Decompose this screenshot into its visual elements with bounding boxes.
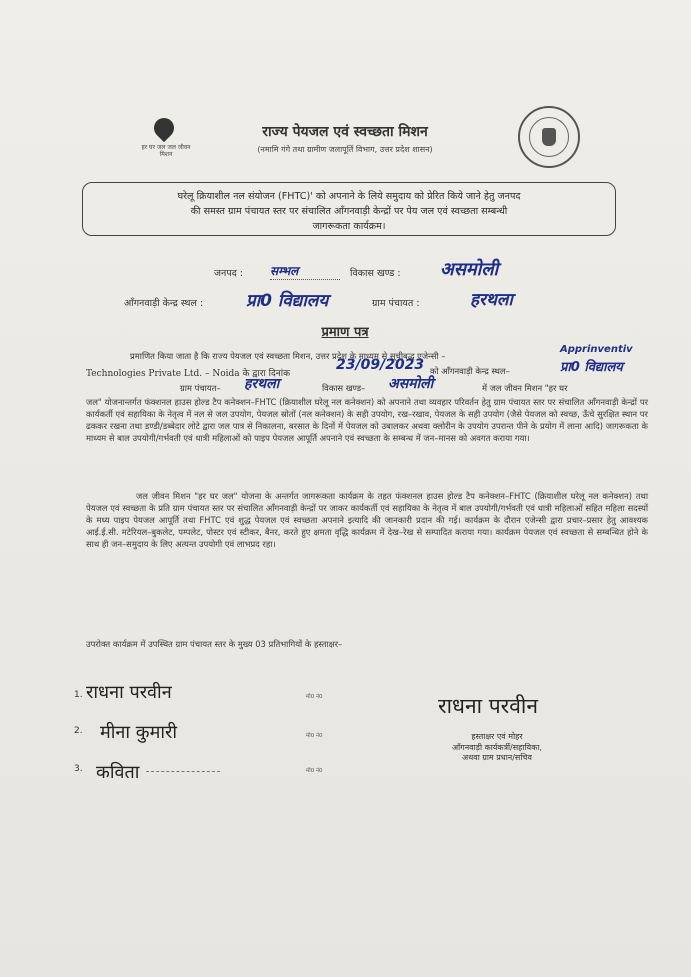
district-value: सम्भल [270, 262, 340, 280]
participant-2-signature: मीना कुमारी [100, 722, 178, 743]
participant-3-signature: कविता [96, 762, 140, 783]
gram-panchayat-value: हरथला [470, 290, 513, 310]
para1-line2-centre-label: को आँगनवाड़ी केन्द्र स्थल– [430, 366, 510, 376]
official-sign-line-2: आँगनवाड़ी कार्यकर्त्री/सहायिका, [452, 742, 542, 752]
official-sign-block [432, 732, 562, 764]
heading-line-2: की समस्त ग्राम पंचायत स्तर पर संचालित आँगनवाड़ी केन्द्रों पर पेय जल एवं स्वच्छता सम्बन्धी [190, 206, 508, 217]
gp-handwritten: हरथला [244, 376, 280, 392]
programme-date: 23/09/2023 [336, 357, 425, 373]
department-title: राज्य पेयजल एवं स्वच्छता मिशन [262, 124, 428, 140]
para1-line1: प्रमाणित किया जाता है कि राज्य पेयजल एवं स्वच्छता मिशन, उत्तर प्रदेश के माध्यम से सूचीबद्ध एजेन्सी – [130, 351, 446, 361]
official-signature: राधना परवीन [438, 694, 538, 718]
gram-panchayat-label: ग्राम पंचायत : [372, 298, 420, 309]
official-sign-line-3: अथवा ग्राम प्रधान/सचिव [462, 753, 532, 762]
department-subtitle: (नमामि गंगे तथा ग्रामीण जलापूर्ति विभाग, उत्तर प्रदेश शासन) [257, 145, 433, 154]
programme-heading-box [82, 182, 616, 236]
participant-1-signature: राधना परवीन [86, 682, 172, 703]
official-sign-line-1: हस्ताक्षर एवं मोहर [471, 732, 523, 741]
up-government-seal-icon [518, 106, 580, 168]
para2-body: जल जीवन मिशन "हर घर जल" योजना के अन्तर्गत जागरूकता कार्यक्रम के तहत फंक्शनल हाउस होल्ड टैप कनेक्शन–FHTC (क्रियाशील घरेलू नल कनेक्शन) तथा पेयजल एवं स्वच्छता के प्रति ग्राम पंचायत स्तर पर संचालित आँगनवाड़ी केन्द्रों पर जाकर कार्यकर्ती एवं सहायिका के नेतृत्व में बाल उपयोगी/गर्भवती एवं धात्री महिलाओं सहित महिला सदस्यों के मध्य पाइप पेयजल आपूर्ति तथा FHTC एवं शुद्ध पेयजल एवं स्वच्छता अपनाने इत्यादि की जानकारी प्रदान की गई। कार्यक्रम के दौरान एजेन्सी द्वारा प्रचार–प्रसार हेतु आवश्यक आई.ई.सी. मटेरियल–बुकलेट, पम्पलेट, पोस्टर एवं स्टीकर, बैनर, करते हुए क्षमता वृद्धि कार्यक्रम में देख–रेख से सम्पादित कराया गया। कार्यक्रम पेयजल एवं स्वच्छता से सम्बन्धित होने के साथ ही जन–समुदाय के लिए अत्यन्त उपयोगी एवं लाभप्रद रहा। [86, 491, 648, 549]
para1-body: जल" योजनान्तर्गत फंक्शनल हाउस होल्ड टैप कनेक्शन–FHTC (क्रियाशील घरेलू नल कनेक्शन) को अपनाने तथा व्यवहार परिवर्तन हेतु ग्राम पंचायत स्तर पर संचालित आँगनवाड़ी केन्द्रों पर कार्यकर्ती एवं सहायिका के नेतृत्व में नल से जल उपयोग, पेयजल स्रोतों (नल कनेक्शन) के सही उपयोग, रख–रखाव, पेयजल के सही उपयोग (जैसे पेयजल को स्वच्छ, ऊँचे सुरक्षित स्थान पर ढककर रखना तथा डण्डी/डब्बेदार लोटे द्वारा जल पात्र से निकालना, बरसात के दिनों में पेयजल को उबालकर अथवा क्लोरीन के उपयोग उपरान्त पीने के प्रयोग में लाना आदि) जागरूकता के माध्यम से बाल उपयोगी/गर्भवती एवं धात्री महिलाओं को पाइप पेयजल आपूर्ति अपनाने एवं स्वच्छता के सम्बन्ध में जन–मानस को अवगत कराया गया। [86, 397, 648, 443]
para1-line2: Technologies Private Ltd. – Noida के द्वारा दिनांक [86, 369, 291, 379]
para1-block-label: विकास खण्ड– [322, 383, 366, 393]
anganwadi-centre-label: आँगनवाड़ी केन्द्र स्थल : [124, 298, 204, 309]
logo-caption: हर घर जल जल जीवन मिशन [141, 144, 191, 158]
participant-1-mobile-label: मो0 नं0 [306, 694, 323, 700]
participant-2-number: 2. [74, 726, 83, 736]
heading-line-3: जागरूकता कार्यक्रम। [312, 221, 386, 232]
block-handwritten: असमोली [388, 376, 434, 392]
centre-handwritten: प्रा0 विद्यालय [560, 360, 623, 375]
participant-3-mobile-label: मो0 नं0 [306, 768, 323, 774]
water-drop-icon [150, 114, 178, 142]
participant-2-mobile-label: मो0 नं0 [306, 733, 323, 739]
agency-handwritten: Apprinventiv [560, 344, 633, 355]
participant-3-line [146, 771, 220, 772]
district-label: जनपद : [214, 268, 243, 279]
participant-3-number: 3. [74, 764, 83, 774]
para1-gp-label: ग्राम पंचायत– [180, 383, 221, 393]
para1-line3-tail: में जल जीवन मिशन "हर घर [482, 383, 568, 393]
signatures-intro: उपरोक्त कार्यक्रम में उपस्थित ग्राम पंचायत स्तर के मुख्य 03 प्रतिभागियों के हस्ताक्षर– [86, 639, 343, 649]
anganwadi-centre-value: प्रा0 विद्यालय [246, 291, 329, 311]
block-label: विकास खण्ड : [350, 268, 401, 279]
participant-1-number: 1. [74, 690, 83, 700]
certificate-title: प्रमाण पत्र [321, 325, 369, 340]
block-value: असमोली [440, 259, 499, 280]
jal-jeevan-mission-logo [140, 118, 190, 176]
heading-line-1: घरेलू क्रियाशील नल संयोजन (FHTC)' को अपनाने के लिये समुदाय को प्रेरित किये जाने हेतु जनपद [177, 191, 521, 202]
